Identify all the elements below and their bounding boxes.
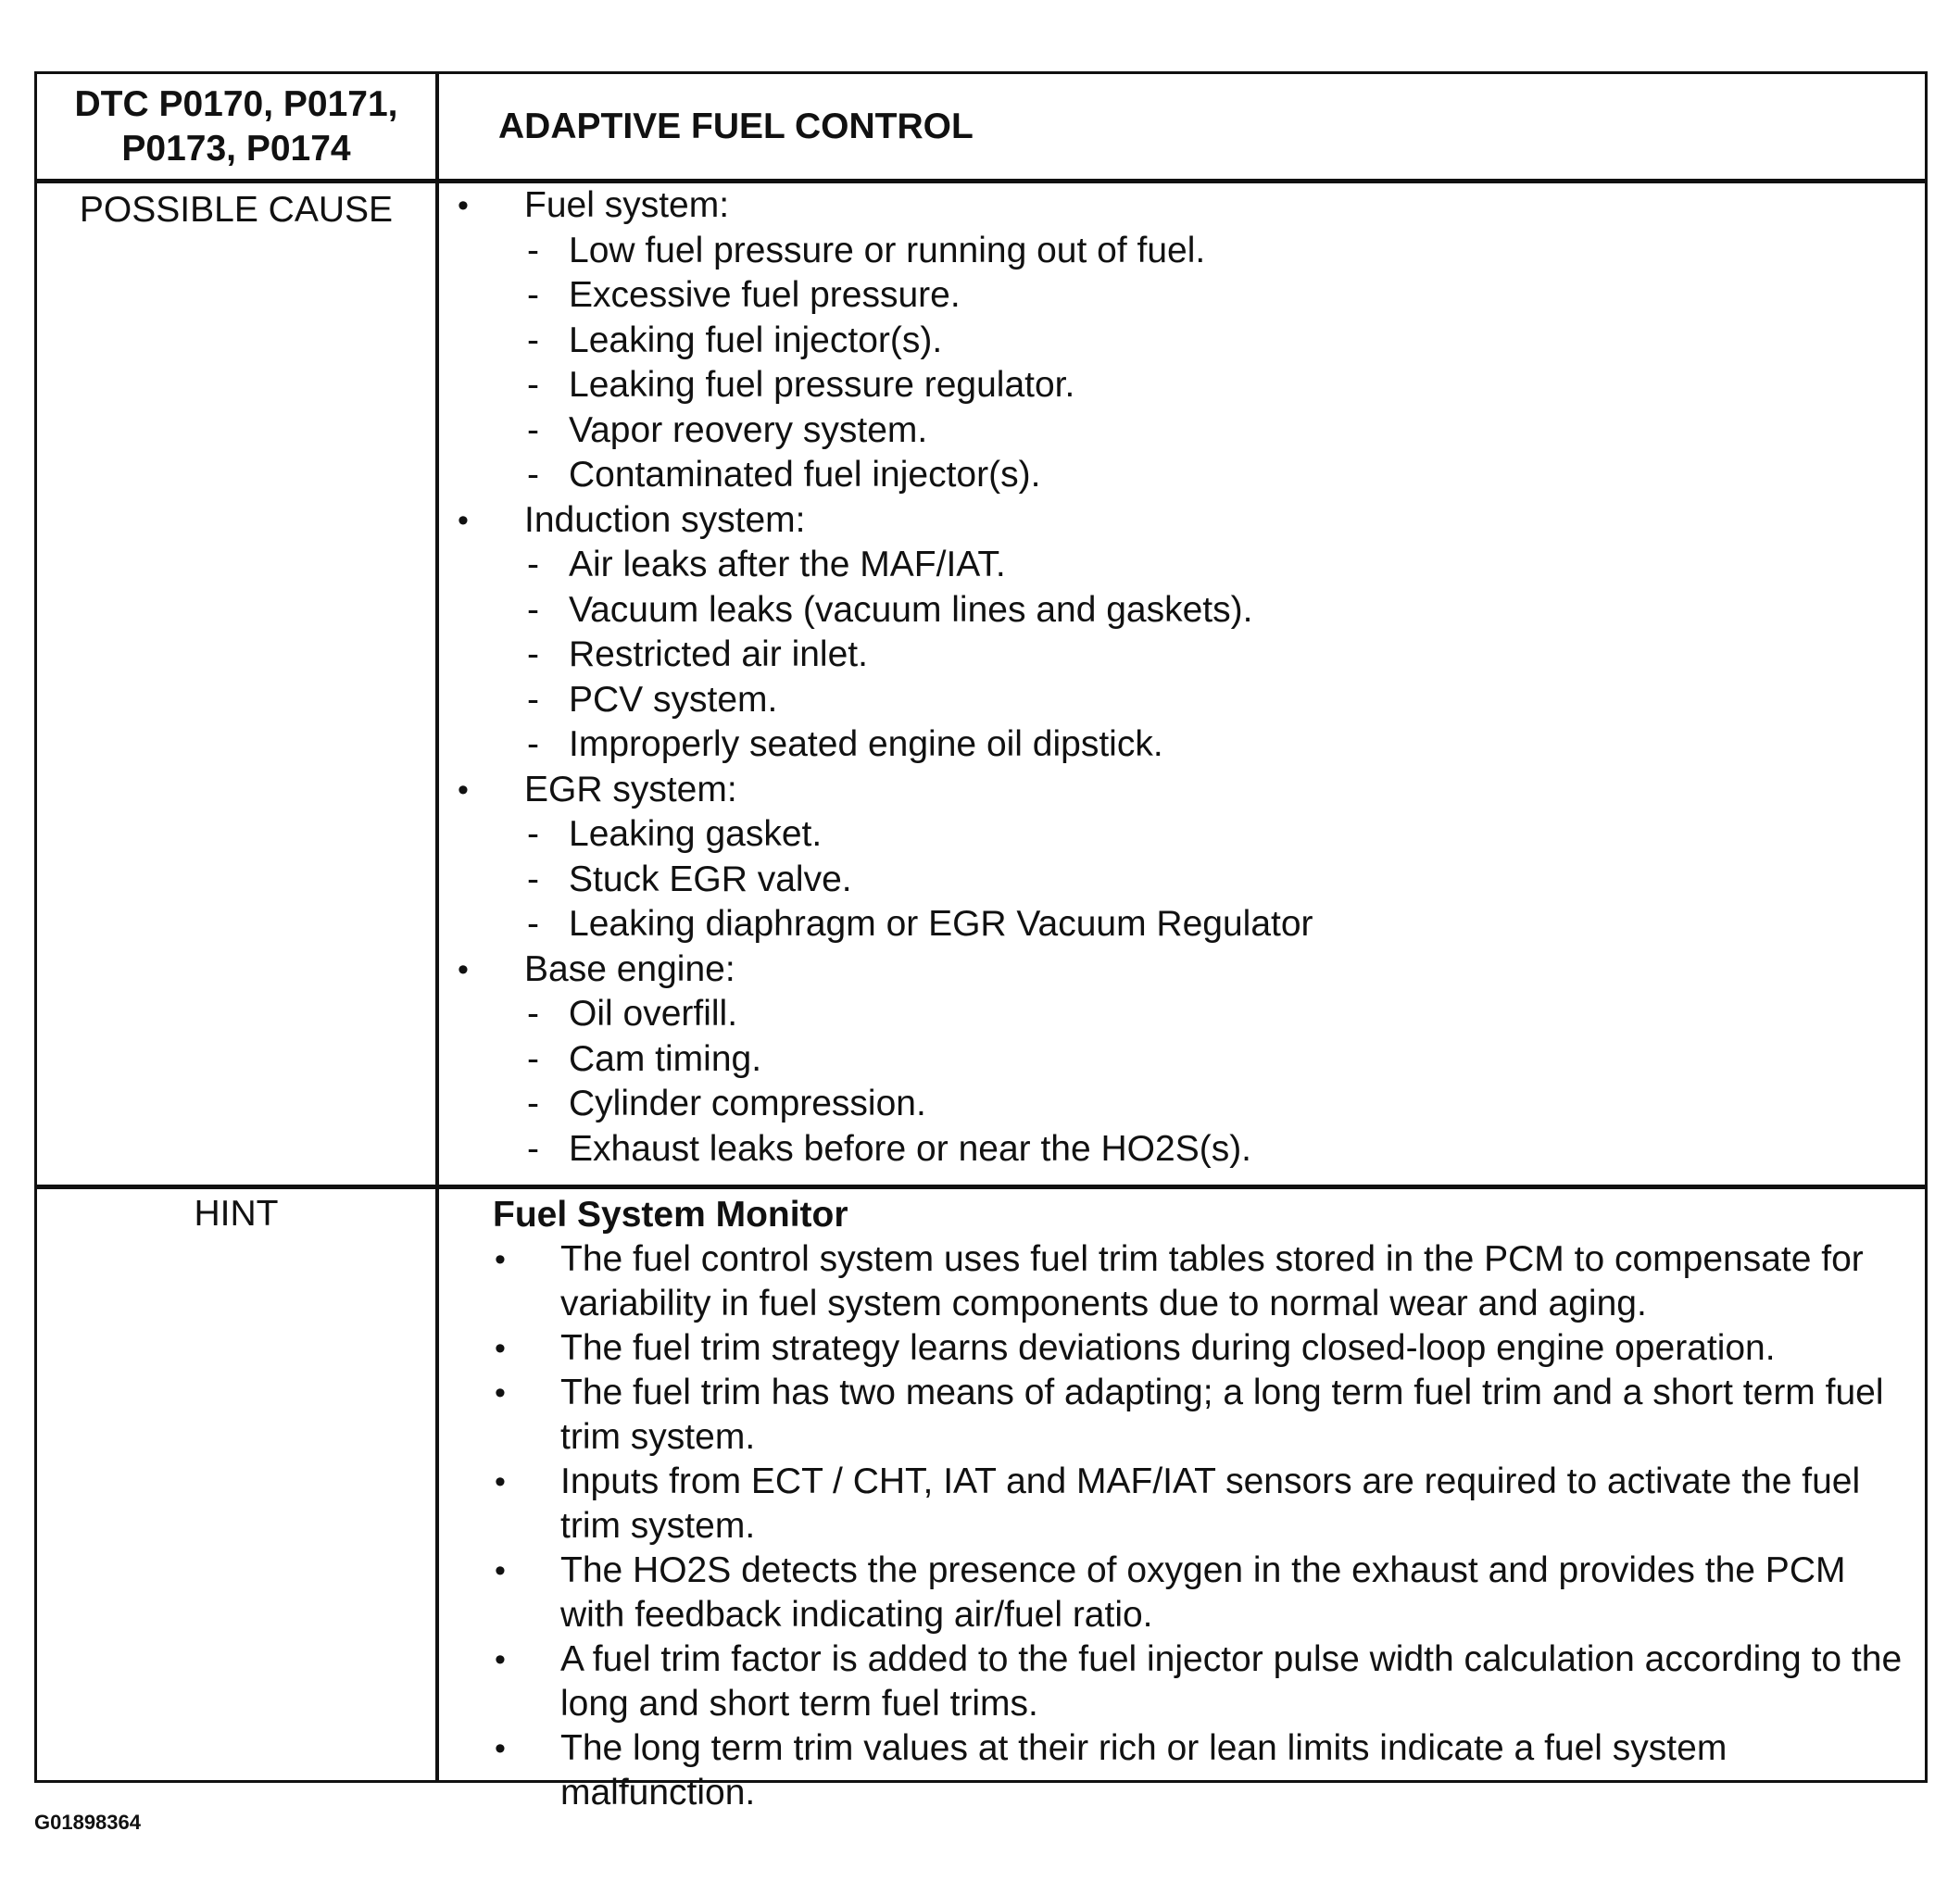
cause-item: - Cylinder compression. (439, 1082, 1925, 1127)
dash-icon: - (527, 320, 539, 360)
bullet-icon: • (495, 1731, 506, 1766)
bullet-icon: • (458, 502, 469, 538)
hint-label: HINT (194, 1194, 279, 1234)
hint-item: • The long term trim values at their rich or lean limits indicate a fuel system malfunction. (495, 1728, 1728, 1812)
dash-icon: - (527, 679, 539, 720)
cause-group-heading: • Base engine: (439, 947, 1925, 993)
hint-title: Fuel System Monitor (493, 1195, 848, 1235)
cause-group-heading: • Fuel system: (439, 183, 1925, 229)
bullet-icon: • (458, 188, 469, 223)
bullet-icon: • (495, 1242, 506, 1277)
cause-item: - Leaking diaphragm or EGR Vacuum Regulator (439, 902, 1925, 947)
cause-item: - Vacuum leaks (vacuum lines and gaskets). (439, 588, 1925, 633)
bullet-icon: • (495, 1464, 506, 1499)
dash-icon: - (527, 1038, 539, 1079)
cause-item: - Leaking fuel injector(s). (439, 319, 1925, 364)
cause-group-egr-system (439, 768, 1925, 947)
bullet-icon: • (495, 1331, 506, 1366)
cause-item: - Restricted air inlet. (439, 633, 1925, 678)
dash-icon: - (527, 859, 539, 899)
dash-icon: - (527, 634, 539, 674)
hint-item: • The fuel trim has two means of adapting; a long term fuel trim and a short term fuel trim system. (495, 1373, 1884, 1457)
dash-icon: - (527, 904, 539, 944)
cause-item: - Excessive fuel pressure. (439, 273, 1925, 319)
cause-item: - Air leaks after the MAF/IAT. (439, 543, 1925, 588)
cause-item: - Leaking fuel pressure regulator. (439, 363, 1925, 408)
cause-item: - PCV system. (439, 678, 1925, 723)
cause-item: - Leaking gasket. (439, 812, 1925, 858)
dash-icon: - (527, 994, 539, 1034)
cause-group-heading: • EGR system: (439, 768, 1925, 813)
dtc-codes: DTC P0170, P0171, P0173, P0174 (74, 83, 398, 169)
dash-icon: - (527, 589, 539, 630)
dtc-codes-cell (37, 74, 435, 179)
bullet-icon: • (495, 1642, 506, 1677)
dash-icon: - (527, 545, 539, 584)
cause-item: - Vapor reovery system. (439, 408, 1925, 454)
cause-group-induction-system (439, 498, 1925, 768)
dash-icon: - (527, 814, 539, 854)
row-divider-hint (37, 1185, 1925, 1189)
dash-icon: - (527, 1084, 539, 1123)
dash-icon: - (527, 724, 539, 764)
cause-group-fuel-system (439, 183, 1925, 498)
hint-item: • The HO2S detects the presence of oxygen in the exhaust and provides the PCM with feedback indicating air/fuel ratio. (495, 1550, 1846, 1635)
dash-icon: - (527, 230, 539, 270)
figure-id: G01898364 (34, 1811, 141, 1834)
dtc-table (34, 71, 1928, 1812)
bullet-icon: • (495, 1375, 506, 1411)
dash-icon: - (527, 1128, 539, 1169)
dash-icon: - (527, 365, 539, 405)
bullet-icon: • (458, 951, 469, 987)
dash-icon: - (527, 275, 539, 315)
cause-item: - Contaminated fuel injector(s). (439, 453, 1925, 498)
dash-icon: - (527, 409, 539, 450)
dash-icon: - (527, 455, 539, 495)
hint-item: • The fuel trim strategy learns deviations during closed-loop engine operation. (439, 1326, 1925, 1371)
table-title: ADAPTIVE FUEL CONTROL (498, 106, 974, 146)
cause-item: - Improperly seated engine oil dipstick. (439, 722, 1925, 768)
hint-item: • Inputs from ECT / CHT, IAT and MAF/IAT sensors are required to activate the fuel trim system. (495, 1461, 1861, 1546)
cause-item: - Low fuel pressure or running out of fuel. (439, 229, 1925, 274)
cause-group-base-engine (439, 947, 1925, 1173)
hint-item: • The fuel control system uses fuel trim tables stored in the PCM to compensate for variability in fuel system components due to normal wear and aging. (495, 1239, 1864, 1323)
cause-item: - Cam timing. (439, 1037, 1925, 1083)
hint-content (439, 1193, 1925, 1815)
cause-item: - Oil overfill. (439, 992, 1925, 1037)
table-title-cell (439, 74, 1925, 179)
cause-item: - Exhaust leaks before or near the HO2S(s). (439, 1127, 1925, 1173)
possible-cause-label: POSSIBLE CAUSE (79, 190, 394, 230)
possible-cause-list (439, 183, 1925, 1184)
hint-item: • A fuel trim factor is added to the fuel injector pulse width calculation according to the long and short term fuel trims. (495, 1639, 1903, 1724)
cause-group-heading: • Induction system: (439, 498, 1925, 544)
bullet-icon: • (458, 771, 469, 808)
bullet-icon: • (495, 1553, 506, 1588)
cause-item: - Stuck EGR valve. (439, 858, 1925, 903)
